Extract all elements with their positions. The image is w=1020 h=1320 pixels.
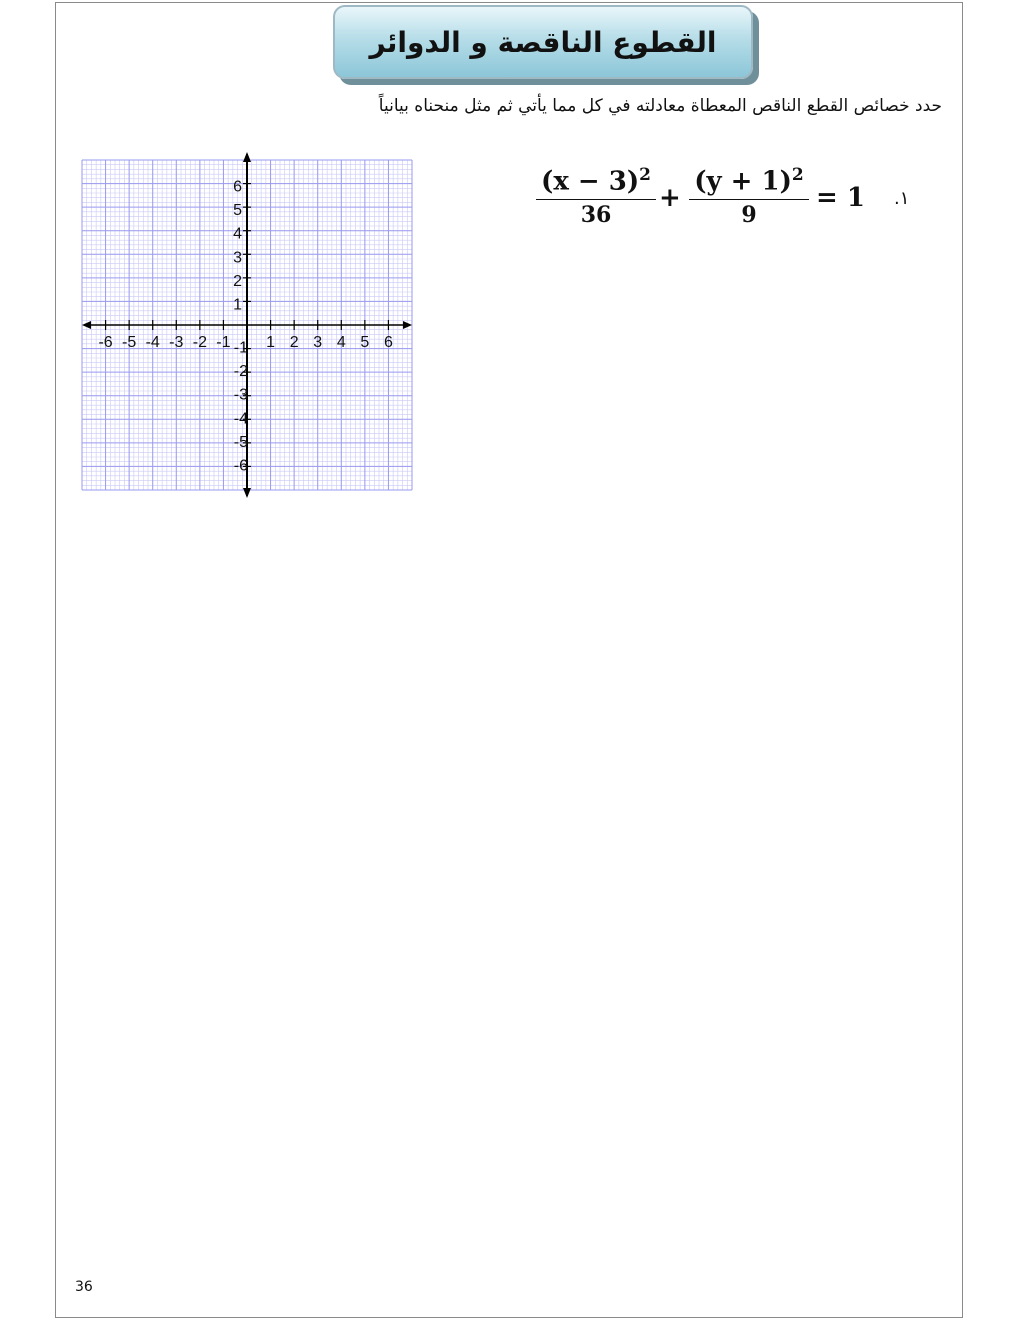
y-tick-label: -3 (233, 386, 248, 404)
x-tick-label: -6 (98, 334, 113, 351)
exponent-x: 2 (639, 165, 651, 185)
equals-one: = 1 (816, 183, 865, 213)
y-tick-label: 1 (233, 296, 242, 314)
numerator-y: (y + 1) (694, 166, 792, 197)
y-tick-label: 5 (233, 202, 242, 220)
x-tick-label: 2 (289, 334, 299, 351)
y-tick-label: -6 (233, 457, 248, 475)
x-tick-label: 6 (383, 334, 393, 351)
y-tick-label: 3 (233, 249, 242, 267)
y-tick-label: 2 (233, 272, 242, 290)
x-tick-label: -2 (192, 334, 207, 351)
page-title: القطوع الناقصة و الدوائر (369, 25, 717, 59)
y-axis-arrow-down (243, 488, 251, 498)
x-tick-label: -1 (216, 334, 231, 351)
y-tick-label: -5 (233, 433, 248, 451)
page-number: 36 (75, 1279, 93, 1295)
x-tick-label: 3 (313, 334, 323, 351)
numerator-x: (x − 3) (541, 166, 640, 197)
x-tick-label: 1 (266, 334, 276, 351)
x-tick-label: -5 (122, 334, 137, 351)
y-tick-label: -1 (233, 339, 248, 357)
y-tick-label: -4 (233, 410, 248, 428)
x-tick-label: 4 (336, 334, 346, 351)
denominator-36: 36 (536, 199, 656, 230)
y-tick-label: 6 (233, 178, 242, 196)
fraction-y-term (689, 158, 809, 230)
denominator-9: 9 (689, 199, 809, 230)
y-tick-label: 4 (233, 225, 242, 243)
problem-1 (532, 150, 922, 240)
coordinate-grid[interactable] (80, 152, 420, 502)
y-tick-label: -2 (233, 363, 248, 381)
plus-sign: + (659, 183, 681, 213)
instruction-text: حدد خصائص القطع الناقص المعطاة معادلته في كل مما يأتي ثم مثل منحناه بيانياً (378, 96, 942, 116)
fraction-x-term (536, 158, 656, 230)
axis-labels (98, 179, 393, 475)
exponent-y: 2 (791, 165, 804, 185)
title-banner (333, 5, 753, 79)
y-axis-arrow-up (243, 152, 251, 162)
x-tick-label: 5 (360, 334, 370, 351)
x-tick-label: -4 (145, 334, 160, 351)
x-tick-label: -3 (169, 334, 184, 351)
problem-number: .١ (894, 188, 910, 209)
